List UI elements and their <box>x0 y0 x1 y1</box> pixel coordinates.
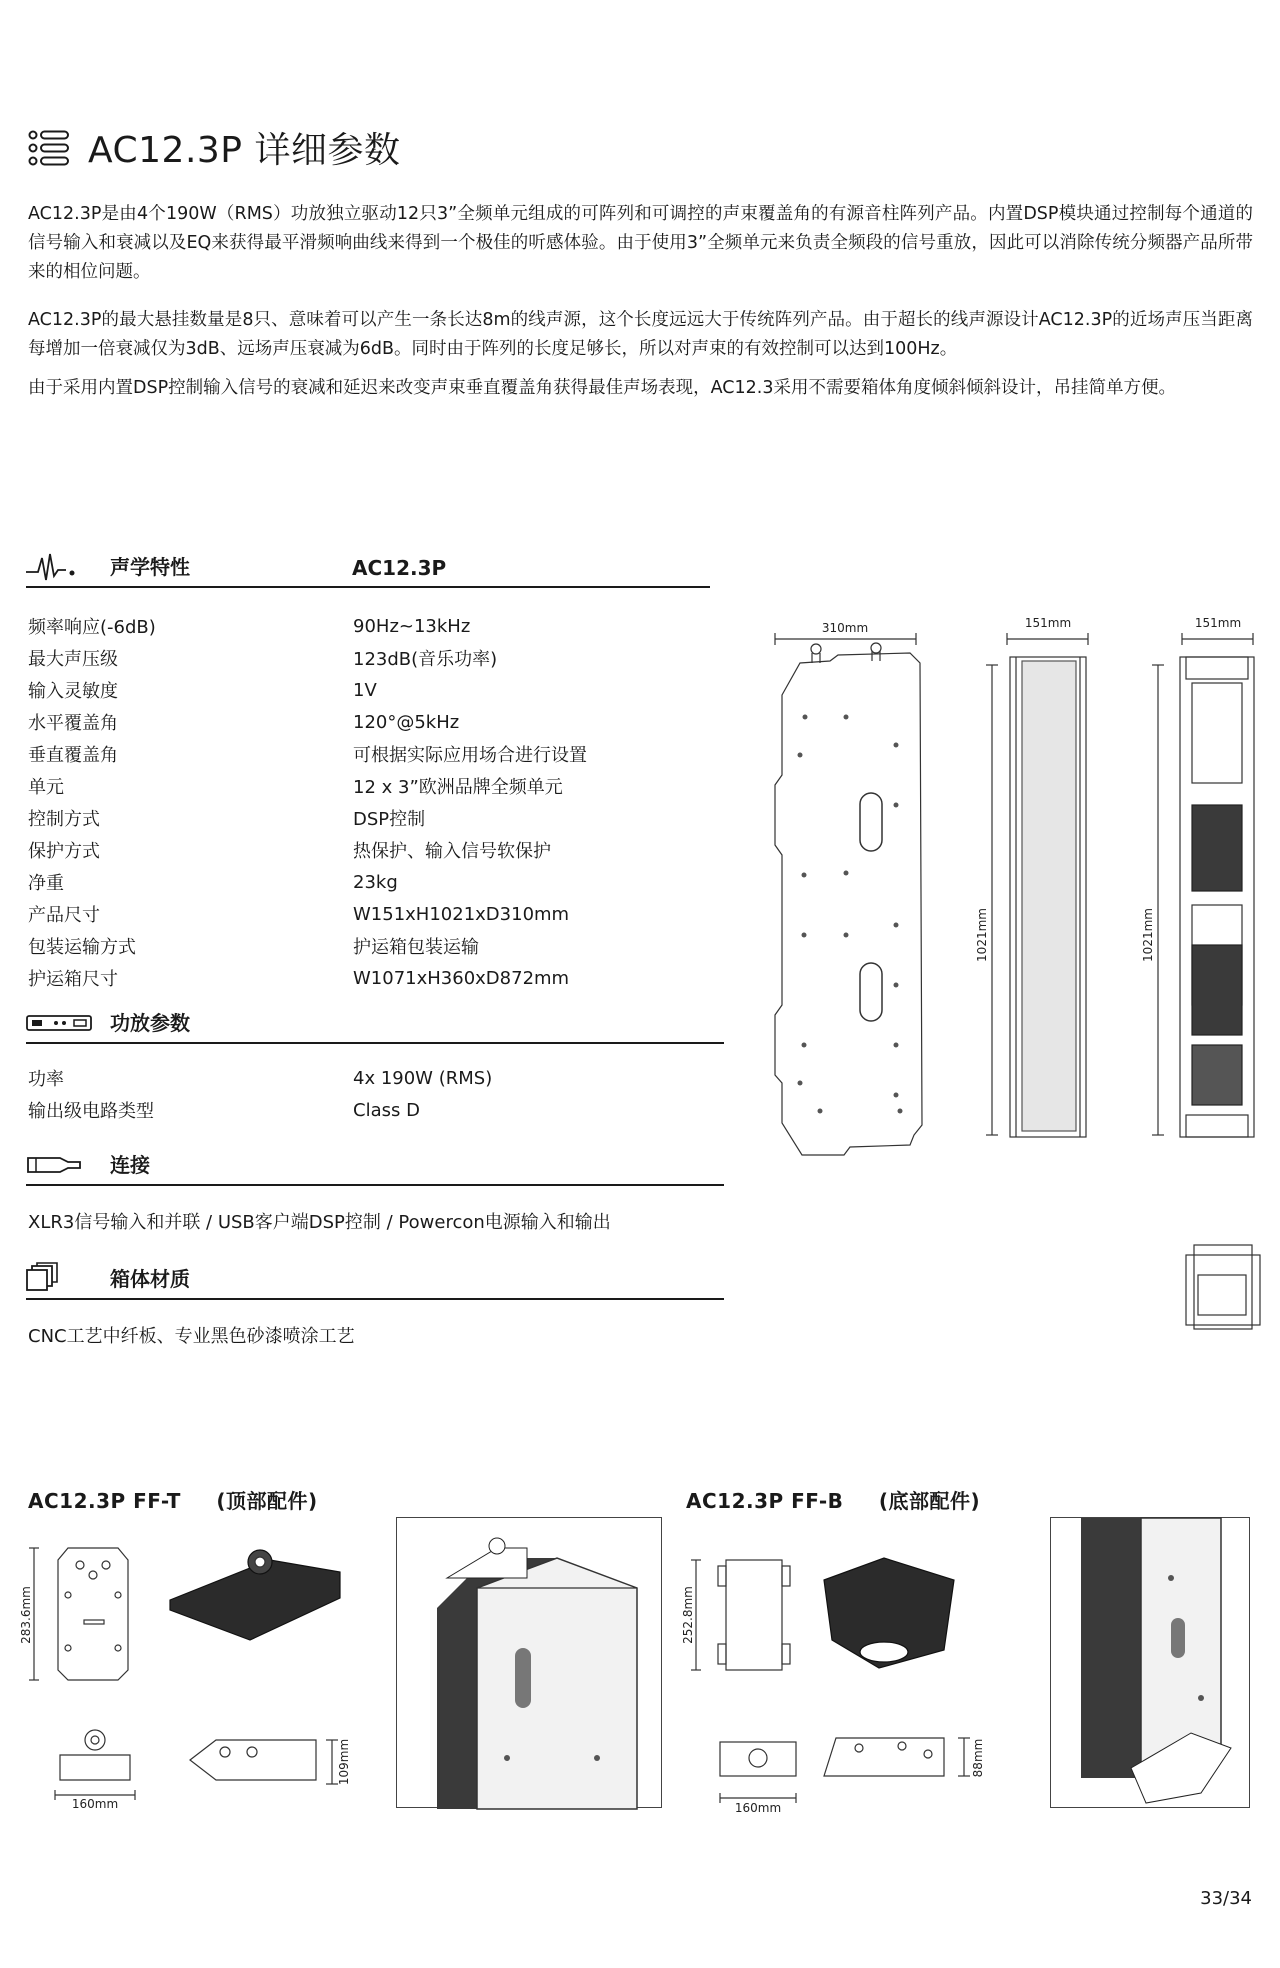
installed-top-illustration <box>397 1518 663 1809</box>
installed-bottom-illustration <box>1051 1518 1251 1809</box>
front-width-label: 151mm <box>1024 616 1072 630</box>
amplifier-icon <box>26 1014 92 1034</box>
spec-label: 输出级电路类型 <box>28 1101 154 1122</box>
accessory-bottom-depth-label: 88mm <box>971 1738 985 1778</box>
connection-text: XLR3信号输入和并联 / USB客户端DSP控制 / Powercon电源输入和输出 <box>28 1212 611 1233</box>
spec-row <box>28 802 728 834</box>
intro-paragraph-3: 由于采用内置DSP控制输入信号的衰减和延迟来改变声束垂直覆盖角获得最佳声场表现，AC12.3采用不需要箱体角度倾斜倾斜设计，吊挂简单方便。 <box>28 378 1176 398</box>
acoustic-model: AC12.3P <box>352 556 447 580</box>
spec-row <box>28 610 728 642</box>
spec-label: 单元 <box>28 777 64 798</box>
page-title-block <box>28 122 400 173</box>
connector-icon <box>26 1154 82 1176</box>
spec-label: 频率响应(-6dB) <box>28 617 156 638</box>
accessory-top-height-label: 283.6mm <box>19 1586 33 1644</box>
spec-label: 水平覆盖角 <box>28 713 118 734</box>
intro-paragraph-2: AC12.3P的最大悬挂数量是8只、意味着可以产生一条长达8m的线声源，这个长度远远大于传统阵列产品。由于超长的线声源设计AC12.3P的近场声压当距离每增加一倍衰减仅为3dB、远场声压衰减为6dB。同时由于阵列的长度足够长，所以对声束的有效控制可以达到100Hz。 <box>28 310 1253 359</box>
side-view-drawing <box>775 633 922 1155</box>
spec-value: 可根据实际应用场合进行设置 <box>353 745 587 766</box>
back-view-drawing <box>1152 633 1260 1329</box>
accessory-bottom-name: AC12.3P FF-B <box>686 1489 844 1513</box>
spec-label: 护运箱尺寸 <box>28 969 118 990</box>
spec-label: 垂直覆盖角 <box>28 745 118 766</box>
spec-label: 最大声压级 <box>28 649 118 670</box>
material-text: CNC工艺中纤板、专业黑色砂漆喷涂工艺 <box>28 1326 355 1347</box>
page-number: 33/34 <box>1200 1888 1252 1909</box>
accessory-top-installed-view <box>396 1517 662 1808</box>
spec-row <box>28 866 728 898</box>
list-icon <box>28 130 70 166</box>
amp-row <box>28 1062 728 1094</box>
spec-row <box>28 930 728 962</box>
spec-label: 控制方式 <box>28 809 100 830</box>
spec-label: 输入灵敏度 <box>28 681 118 702</box>
spec-row <box>28 898 728 930</box>
front-view-drawing <box>986 633 1088 1137</box>
spec-value: 123dB(音乐功率) <box>353 649 498 670</box>
spec-value: 90Hz~13kHz <box>353 615 471 637</box>
front-height-label: 1021mm <box>975 908 989 962</box>
spec-value: 12 x 3”欧洲品牌全频单元 <box>353 777 563 798</box>
connection-heading: 连接 <box>110 1153 150 1177</box>
spec-row <box>28 674 728 706</box>
accessory-bottom-width-label: 160mm <box>734 1801 782 1815</box>
accessory-top-drawings <box>20 1540 390 1810</box>
spec-label: 净重 <box>28 873 64 894</box>
accessory-bottom-note: (底部配件) <box>878 1489 981 1513</box>
spec-value: 23kg <box>353 871 398 893</box>
connection-section-header <box>26 1146 724 1186</box>
accessory-top-depth-label: 109mm <box>337 1738 351 1786</box>
spec-row <box>28 706 728 738</box>
spec-label: 包装运输方式 <box>28 937 136 958</box>
amp-row <box>28 1094 728 1126</box>
technical-drawings <box>760 605 1260 1335</box>
amp-section-header <box>26 1004 724 1044</box>
spec-row <box>28 962 728 994</box>
material-heading: 箱体材质 <box>110 1267 190 1291</box>
accessory-top-width-label: 160mm <box>71 1797 119 1811</box>
intro-paragraph-1: AC12.3P是由4个190W（RMS）功放独立驱动12只3”全频单元组成的可阵列和可调控的声束覆盖角的有源音柱阵列产品。内置DSP模块通过控制每个通道的信号输入和衰减以及EQ来获得最平滑频响曲线来得到一个极佳的听感体验。由于使用3”全频单元来负责全频段的信号重放，因此可以消除传统分频器产品所带来的相位问题。 <box>28 204 1253 282</box>
cabinet-layers-icon <box>26 1262 62 1292</box>
spec-label: 保护方式 <box>28 841 100 862</box>
accessory-bottom-title <box>686 1485 980 1514</box>
spec-value: DSP控制 <box>353 809 426 830</box>
back-height-label: 1021mm <box>1141 908 1155 962</box>
spec-value: 1V <box>353 679 377 701</box>
material-section-header <box>26 1260 724 1300</box>
spec-value: 护运箱包装运输 <box>353 937 479 958</box>
spec-row <box>28 642 728 674</box>
spec-row <box>28 834 728 866</box>
spec-row <box>28 770 728 802</box>
spec-value: Class D <box>353 1099 420 1121</box>
acoustic-section-header <box>26 548 710 588</box>
back-width-label: 151mm <box>1194 616 1242 630</box>
accessory-top-note: (顶部配件) <box>216 1489 318 1513</box>
spec-label: 功率 <box>28 1069 64 1090</box>
side-width-label: 310mm <box>821 621 869 635</box>
spec-label: 产品尺寸 <box>28 905 100 926</box>
accessory-bottom-height-label: 252.8mm <box>681 1586 695 1644</box>
page-title: AC12.3P 详细参数 <box>88 130 401 171</box>
accessory-top-name: AC12.3P FF-T <box>28 1489 181 1513</box>
spec-value: 热保护、输入信号软保护 <box>353 841 551 862</box>
waveform-icon <box>26 552 76 582</box>
spec-value: W1071xH360xD872mm <box>353 967 570 989</box>
amp-heading: 功放参数 <box>110 1011 190 1035</box>
spec-value: 4x 190W (RMS) <box>353 1067 493 1089</box>
acoustic-heading: 声学特性 <box>110 555 190 579</box>
spec-row <box>28 738 728 770</box>
accessory-top-title <box>28 1485 318 1514</box>
accessory-bottom-installed-view <box>1050 1517 1250 1808</box>
accessory-bottom-drawings <box>681 1540 1024 1815</box>
spec-value: W151xH1021xD310mm <box>353 903 570 925</box>
spec-value: 120°@5kHz <box>353 711 460 733</box>
